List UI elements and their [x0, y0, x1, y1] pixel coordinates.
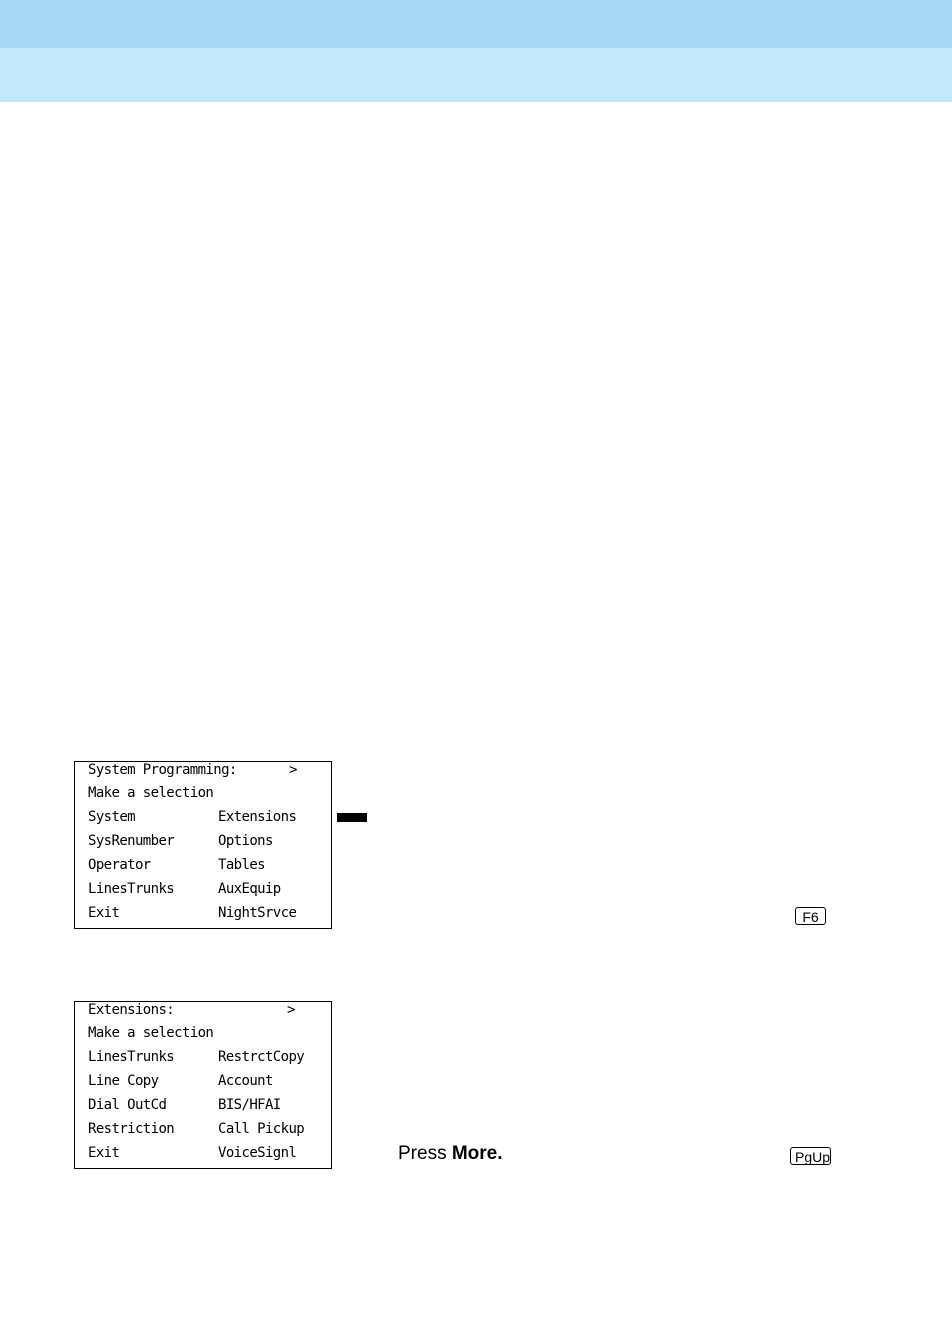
more-arrow: >	[289, 762, 297, 778]
screen-title: Extensions:	[88, 1002, 175, 1018]
instruction-emphasis: More.	[451, 1143, 503, 1164]
menu-item-call-pickup[interactable]: Call Pickup	[218, 1121, 305, 1137]
menu-item-restriction[interactable]: Restriction	[88, 1121, 175, 1137]
menu-item-nightsrvce[interactable]: NightSrvce	[218, 905, 297, 921]
menu-item-exit[interactable]: Exit	[88, 1145, 120, 1161]
f6-key[interactable]: F6	[795, 907, 826, 925]
menu-item-system[interactable]: System	[88, 809, 135, 825]
selection-indicator	[337, 813, 367, 822]
menu-item-linestrunks[interactable]: LinesTrunks	[88, 881, 175, 897]
menu-item-restrctcopy[interactable]: RestrctCopy	[218, 1049, 305, 1065]
menu-item-extensions[interactable]: Extensions	[218, 809, 297, 825]
menu-item-options[interactable]: Options	[218, 833, 273, 849]
menu-item-voicesignl[interactable]: VoiceSignl	[218, 1145, 297, 1161]
menu-item-bis-hfai[interactable]: BIS/HFAI	[218, 1097, 281, 1113]
more-arrow: >	[287, 1002, 295, 1018]
instruction-prefix: Press	[398, 1143, 452, 1164]
header-band-top	[0, 0, 952, 48]
screen-prompt: Make a selection	[88, 1025, 214, 1041]
screen-prompt: Make a selection	[88, 785, 214, 801]
menu-item-linestrunks[interactable]: LinesTrunks	[88, 1049, 175, 1065]
system-programming-screen	[74, 761, 332, 929]
screen-title: System Programming:	[88, 762, 237, 778]
menu-item-account[interactable]: Account	[218, 1073, 273, 1089]
extensions-screen	[74, 1001, 332, 1169]
header-band-bottom	[0, 48, 952, 102]
menu-item-exit[interactable]: Exit	[88, 905, 120, 921]
menu-item-tables[interactable]: Tables	[218, 857, 265, 873]
menu-item-auxequip[interactable]: AuxEquip	[218, 881, 281, 897]
menu-item-operator[interactable]: Operator	[88, 857, 151, 873]
menu-item-line-copy[interactable]: Line Copy	[88, 1073, 159, 1089]
menu-item-dial-outcd[interactable]: Dial OutCd	[88, 1097, 167, 1113]
menu-item-sysrenumber[interactable]: SysRenumber	[88, 833, 175, 849]
instruction-text	[398, 1143, 503, 1165]
pgup-key[interactable]: PgUp	[790, 1147, 831, 1165]
